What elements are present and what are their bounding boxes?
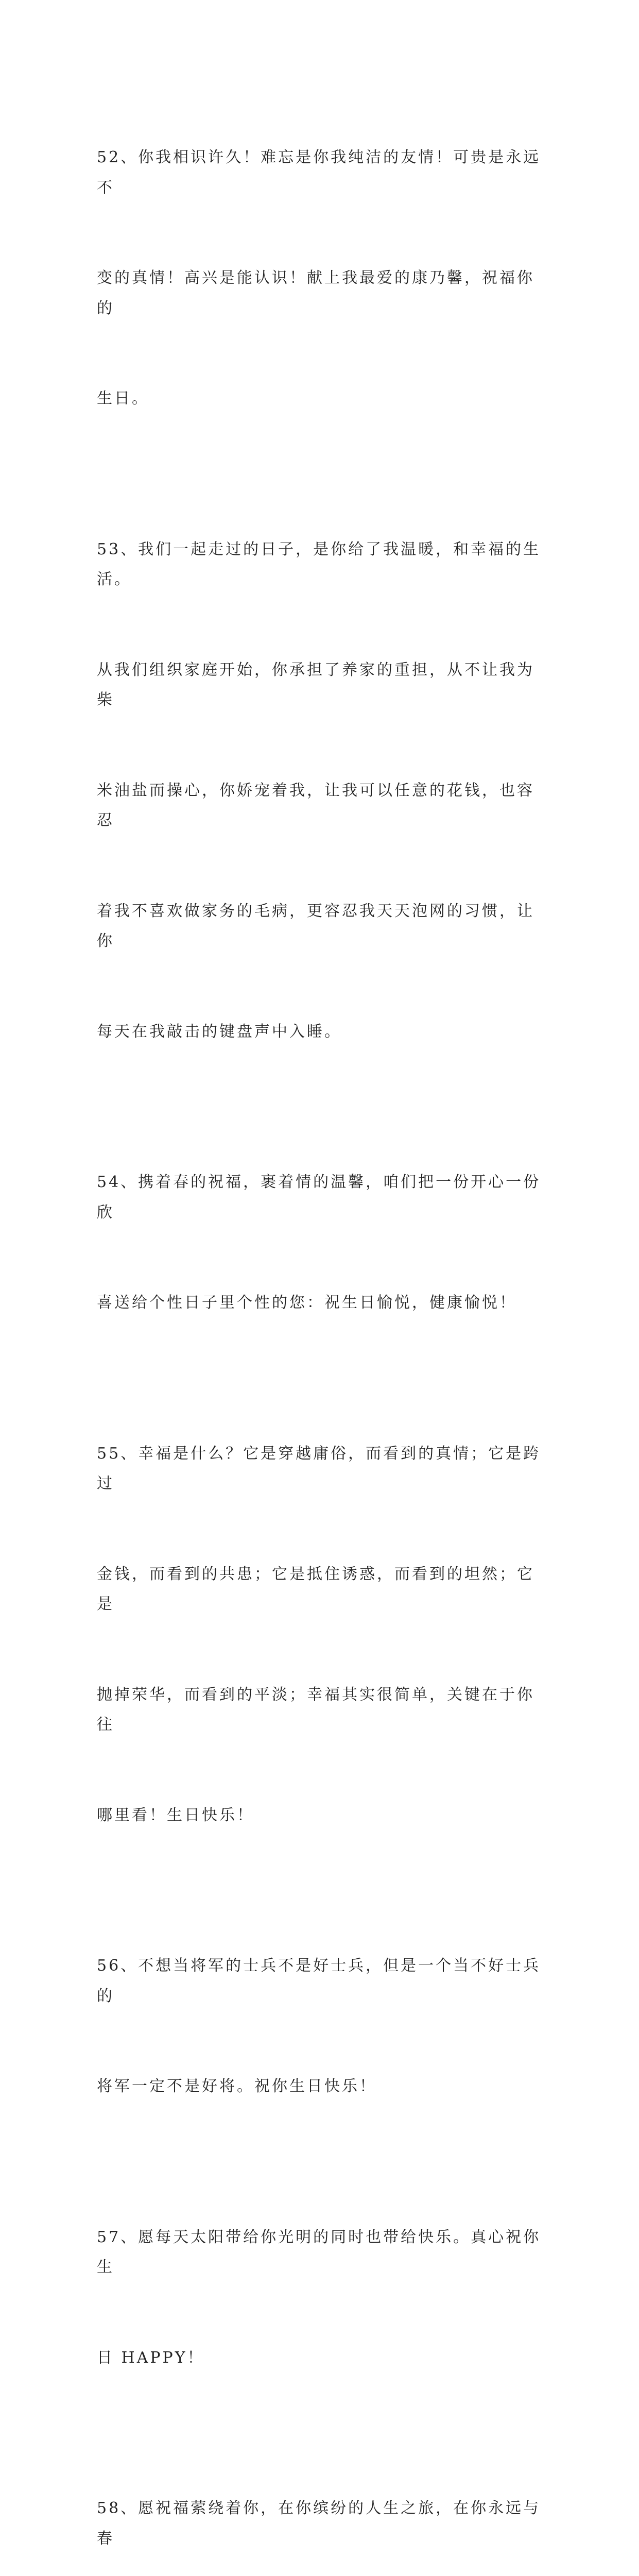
paragraph-54 (97, 1107, 545, 1379)
paragraph-58 (97, 2433, 545, 2576)
text-line: 变的真情！高兴是能认识！献上我最爱的康乃馨，祝福你的 (97, 269, 534, 317)
text-line: 米油盐而操心，你娇宠着我，让我可以任意的花钱，也容忍 (97, 781, 534, 829)
document-body (97, 82, 545, 2576)
text-line: 55、幸福是什么？它是穿越庸俗，而看到的真情；它是跨过 (97, 1444, 541, 1493)
text-line: 从我们组织家庭开始，你承担了养家的重担，从不让我为柴 (97, 660, 534, 709)
paragraph-53 (97, 474, 545, 1108)
text-line: 喜送给个性日子里个性的您：祝生日愉悦，健康愉悦！ (97, 1294, 517, 1312)
text-line: 生日。 (97, 389, 149, 408)
text-line: 着我不喜欢做家务的毛病，更容忍我天天泡网的习惯，让你 (97, 902, 534, 950)
paragraph-57 (97, 2162, 545, 2434)
paragraph-55 (97, 1379, 545, 1891)
text-line: 53、我们一起走过的日子，是你给了我温暖，和幸福的生活。 (97, 540, 541, 588)
text-line: 抛掉荣华，而看到的平淡；幸福其实很简单，关键在于你往 (97, 1685, 534, 1734)
text-line: 58、愿祝福萦绕着你，在你缤纷的人生之旅，在你永远与春 (97, 2499, 541, 2548)
paragraph-56 (97, 1891, 545, 2162)
paragraph-52 (97, 82, 545, 474)
text-line: 57、愿每天太阳带给你光明的同时也带给快乐。真心祝你生 (97, 2228, 541, 2276)
text-line: 每天在我敲击的键盘声中入睡。 (97, 1022, 342, 1041)
text-line: 54、携着春的祝福，裹着情的温馨，咱们把一份开心一份欣 (97, 1173, 541, 1222)
text-line: 56、不想当将军的士兵不是好士兵，但是一个当不好士兵的 (97, 1957, 541, 2005)
text-line: 哪里看！生日快乐！ (97, 1806, 254, 1824)
text-line: 金钱，而看到的共患；它是抵住诱惑，而看到的坦然；它是 (97, 1565, 534, 1613)
text-line: 日 HAPPY！ (97, 2348, 205, 2367)
text-line: 52、你我相识许久！难忘是你我纯洁的友情！可贵是永远不 (97, 148, 541, 197)
text-line: 将军一定不是好将。祝你生日快乐！ (97, 2077, 377, 2095)
